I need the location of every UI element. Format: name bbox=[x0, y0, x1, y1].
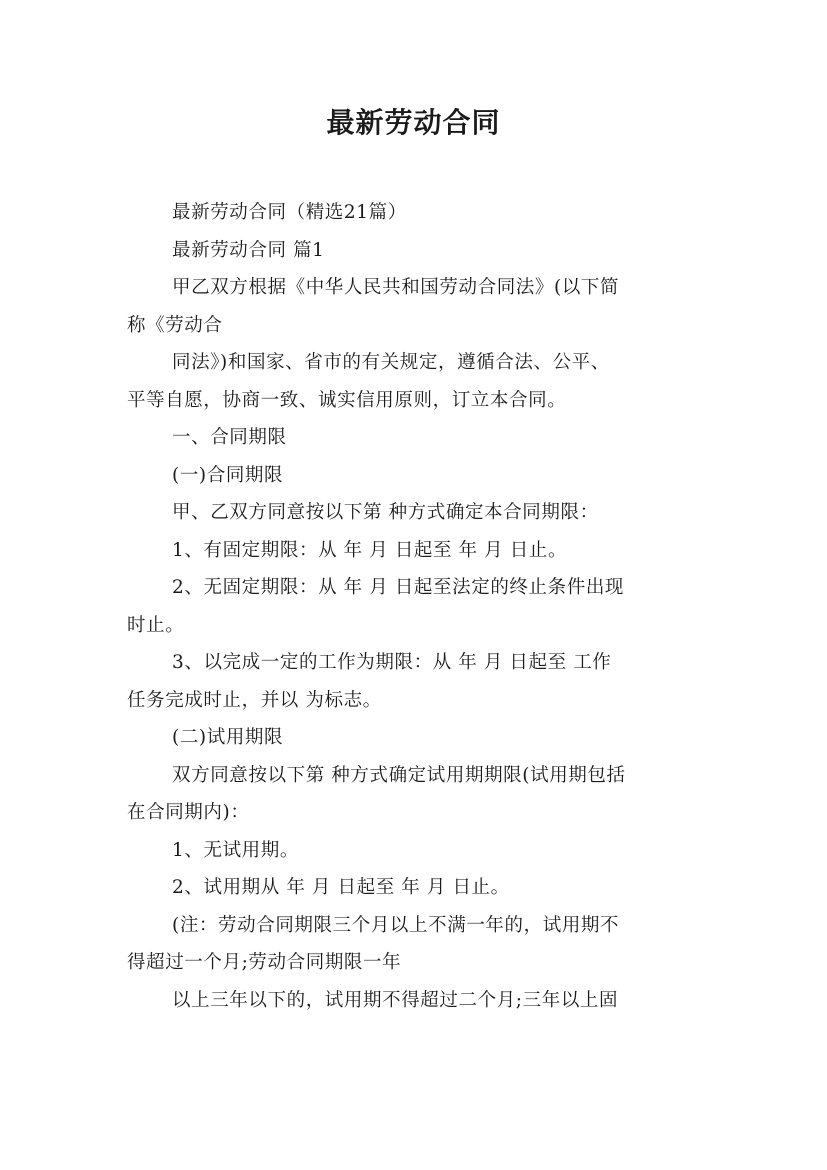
text-line: 以上三年以下的，试用期不得超过二个月;三年以上固 bbox=[172, 989, 619, 1011]
text-line: 双方同意按以下第 种方式确定试用期期限(试用期包括 bbox=[172, 764, 626, 786]
text-line: 甲乙双方根据《中华人民共和国劳动合同法》(以下简 bbox=[172, 277, 620, 298]
text-line: 任务完成时止，并以 为标志。 bbox=[127, 689, 382, 711]
text-line: 1、有固定期限：从 年 月 日起至 年 月 日止。 bbox=[172, 539, 568, 561]
text-line: 同法》)和国家、省市的有关规定，遵循合法、公平、 bbox=[172, 352, 610, 373]
text-line: 最新劳动合同 篇1 bbox=[172, 239, 325, 261]
text-line: 最新劳动合同（精选21篇） bbox=[172, 202, 407, 223]
text-line: 平等自愿，协商一致、诚实信用原则，订立本合同。 bbox=[127, 389, 567, 411]
text-line: (注：劳动合同期限三个月以上不满一年的，试用期不 bbox=[172, 914, 620, 936]
text-line: 2、试用期从 年 月 日起至 年 月 日止。 bbox=[172, 877, 510, 898]
text-line: 一、合同期限 bbox=[172, 427, 287, 448]
document-title: 最新劳动合同 bbox=[326, 106, 501, 139]
text-line: 甲、乙双方同意按以下第 种方式确定本合同期限： bbox=[172, 502, 599, 523]
text-line: 得超过一个月;劳动合同期限一年 bbox=[127, 952, 402, 973]
text-line: 3、以完成一定的工作为期限：从 年 月 日起至 工作 bbox=[172, 652, 612, 673]
text-line: 时止。 bbox=[127, 614, 185, 636]
text-line: 1、无试用期。 bbox=[172, 839, 299, 861]
text-line: (二)试用期限 bbox=[172, 727, 284, 748]
text-line: 称《劳动合 bbox=[127, 314, 223, 336]
text-line: (一)合同期限 bbox=[172, 464, 284, 486]
text-line: 2、无固定期限：从 年 月 日起至法定的终止条件出现 bbox=[172, 577, 625, 598]
text-line: 在合同期内)： bbox=[127, 802, 250, 823]
document-body bbox=[127, 194, 702, 1019]
